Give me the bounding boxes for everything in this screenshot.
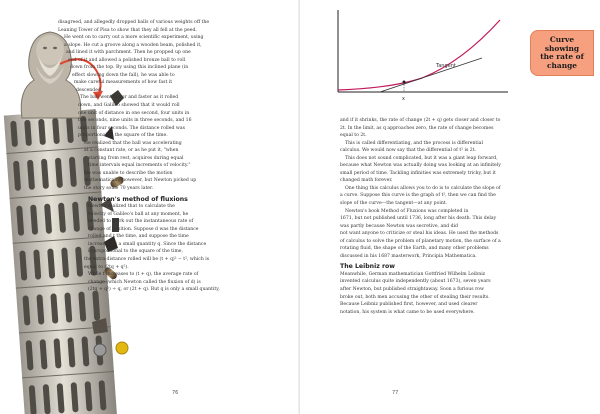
page-number-right: 77 <box>392 390 399 396</box>
text-line: He realized that the ball was accelerating <box>84 140 182 146</box>
text-line: changed math forever. <box>340 178 393 184</box>
tangent-point <box>403 81 406 84</box>
text-line: a curve. Suppose this curve is the graph of t², then we can find the <box>340 193 496 199</box>
text-line: units in four seconds. The distance rolled was <box>78 125 185 131</box>
text-line: This does not sound complicated, but it was a giant leap forward, <box>345 155 498 161</box>
page-number-left: 76 <box>172 390 179 396</box>
text-line: Because Leibniz published first, however, and used clearer <box>340 302 478 308</box>
text-line: 2t. In the limit, as q approaches zero, the rate of change becomes <box>340 125 494 131</box>
text-line: needed to work out the instantaneous rate of <box>88 219 194 225</box>
text-line: equal to (2tq + q²). <box>84 264 129 270</box>
text-line: after Newton, but published straightaway. Soon a furious row <box>340 287 484 293</box>
text-line: make careful measurements of how fast it <box>74 80 173 86</box>
text-line: change of position. Suppose d was the distance <box>88 226 199 232</box>
text-line: increases by a small quantity q. Since the distance <box>88 241 207 247</box>
text-line: proportional to the square of the time. <box>78 133 168 139</box>
text-line: While t increases to (t + q), the average rate of <box>88 272 199 278</box>
text-line: rolled and t the time, and suppose the time <box>88 234 189 240</box>
curve <box>338 20 500 90</box>
text-line: (2tq + q²) ÷ q, or (2t + q). But q is only a small quantity, <box>88 287 220 293</box>
section-heading: Newton's method of fluxions <box>88 195 188 203</box>
text-line: at a constant rate, or as he put it, "when <box>84 148 179 154</box>
text-line: time intervals equal increments of velocity." <box>88 163 191 169</box>
rate-of-change-graph <box>332 6 512 106</box>
section-heading: The Leibniz row <box>340 263 395 271</box>
text-line: down, and Galileo showed that it would roll <box>78 103 180 109</box>
text-line: change (which Newton called the fluxion of d) is <box>88 279 201 285</box>
text-line: The ball went faster and faster as it rolled <box>80 95 179 101</box>
text-line: two seconds, nine units in three seconds, and 16 <box>78 118 192 124</box>
text-line: disagreed, and allegedly dropped balls of various weights off the <box>58 20 210 25</box>
callout-line: showing <box>544 43 580 53</box>
text-line: mathematically, however, but Newton picked up <box>84 178 197 184</box>
text-line: descended. <box>76 87 103 93</box>
text-line: starting from rest, acquires during equal <box>88 155 184 161</box>
curve-callout <box>530 30 594 76</box>
text-line: Newton's book Method of Fluxions was completed in <box>345 208 469 214</box>
text-line: was partly because Newton was secretive, and did <box>340 223 458 229</box>
text-line: One thing this calculus allows you to do is to calculate the slope of <box>345 185 501 191</box>
text-line: one unit of distance in one second, four units in <box>78 110 190 116</box>
text-line: end of it and allowed a polished bronze ball to roll <box>68 57 186 63</box>
text-line: down from the top. By using this inclined plane (in <box>70 65 189 71</box>
text-line: notation, his system is what came to be used everywhere. <box>340 309 475 315</box>
text-line: and if it shrinks, the rate of change (2t + q) gets closer and closer to <box>340 118 501 123</box>
left-text-top <box>58 19 220 294</box>
callout-line: change <box>547 60 577 70</box>
x-point-label: x <box>402 96 405 102</box>
text-line: the extra distance rolled will be (t + q)² − t², which is <box>84 256 210 262</box>
text-line: because what Newton was actually doing was looking at an infinitely <box>340 163 501 169</box>
text-line: velocity of Galileo's ball at any moment, he <box>88 211 189 217</box>
text-line: equal to 2t. <box>340 133 367 139</box>
text-line: This is called differentiating, and the process is differential <box>345 140 483 146</box>
tangent-label: Tangent <box>436 63 456 69</box>
text-line: not want anyone to criticize or steal his ideas. He used the methods <box>340 231 499 237</box>
text-line: a slope. He cut a groove along a wooden beam, polished it, <box>64 42 202 48</box>
text-line: Meanwhile, German mathematician Gottfried Wilhelm Leibniz <box>340 271 486 277</box>
text-line: the story some 70 years later. <box>84 186 154 192</box>
text-line: Leaning Tower of Pisa to show that they all fell at the peed. <box>58 27 197 33</box>
text-line: broke out, both men accusing the other of stealing their results. <box>340 294 490 300</box>
tangent-line <box>380 58 482 92</box>
text-line: slope of the curve—the tangent—at any point. <box>340 201 448 207</box>
text-line: discussed in his 1687 masterwork, Principia Mathematica. <box>340 253 477 259</box>
right-text <box>340 117 501 316</box>
text-line: invented calculus quite independently (about 1673), seven years <box>340 279 491 285</box>
text-line: He went on to carry out a more scientific experiment, using <box>64 35 204 41</box>
callout-line: Curve <box>549 35 575 44</box>
text-line: Newton realized that to calculate the <box>88 204 175 210</box>
text-line: and lined it with parchment. Then he propped up one <box>66 50 191 56</box>
text-line: 1671, but not published until 1736, long after his death. This delay <box>340 216 497 222</box>
text-line: effect slowing down the fall), he was able to <box>72 72 175 78</box>
text-line: is proportional to the square of the time, <box>88 249 183 255</box>
text-line: rotating fluid, the shape of the Earth, and many other problems <box>340 246 489 252</box>
right-page <box>300 0 600 414</box>
callout-line: the rate of <box>540 52 584 61</box>
text-line: He was unable to describe the motion <box>84 170 173 176</box>
text-line: small period of time. Tackling infinities was extremely tricky, but it <box>340 170 496 176</box>
text-line: of calculus to solve the problem of planetary motion, the surface of a <box>340 238 501 244</box>
text-line: calculus. We would now say that the differential of t² is 2t. <box>340 148 477 154</box>
